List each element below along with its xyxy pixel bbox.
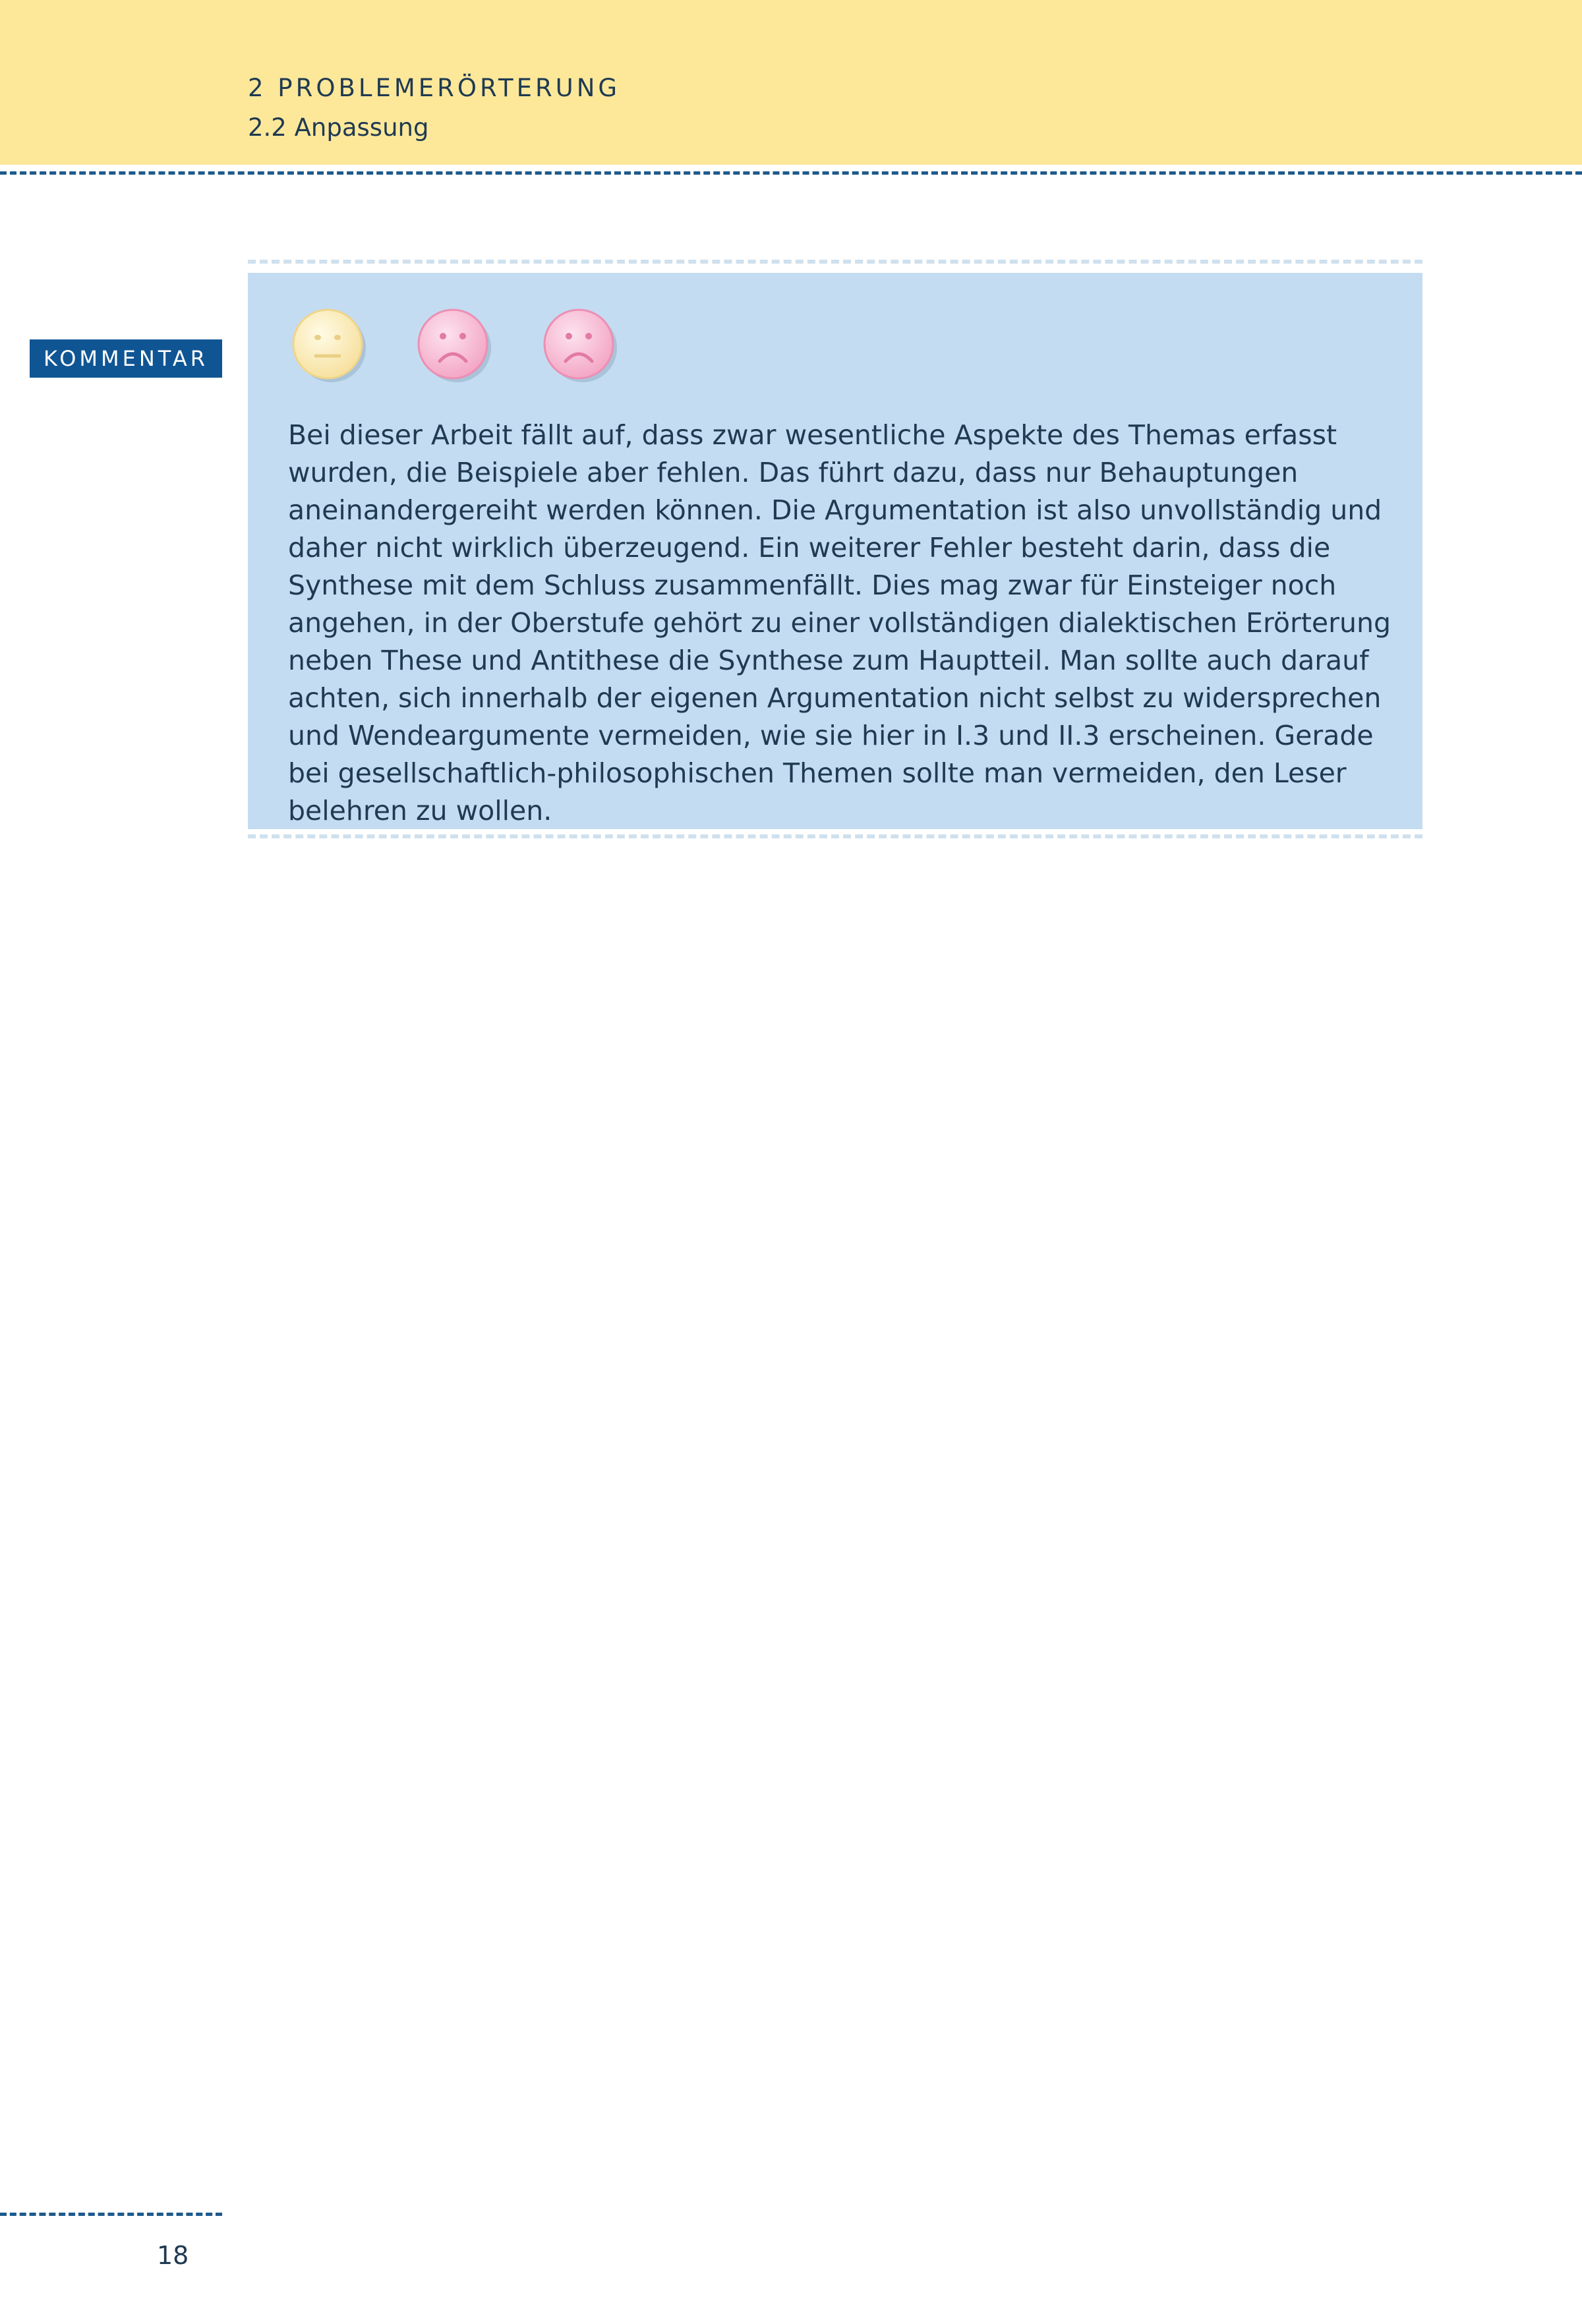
- neutral-face-icon: [288, 305, 367, 384]
- comment-box-top-rule: [248, 260, 1422, 264]
- sad-face-icon: [539, 305, 618, 384]
- sad-face-icon: [413, 305, 492, 384]
- header-dashed-rule: [0, 171, 1582, 175]
- footer-dashed-rule: [0, 2213, 222, 2216]
- comment-text: Bei dieser Arbeit fällt auf, dass zwar wesentliche Aspekte des Themas erfasst wurden, die Beispiele aber fehlen. Das führt dazu, dass nur Behauptungen aneinandergereiht werden können. Die Argumentation ist also unvollständig und daher nicht wirklich überzeugend. Ein weiterer Fehler besteht darin, dass die Synthese mit dem Schluss zusammenfällt. Dies mag zwar für Einsteiger noch angehen, in der Oberstufe gehört zu einer vollständigen dialektischen Erörterung neben These und Antithese die Synthese zum Hauptteil. Man sollte auch darauf achten, sich innerhalb der eigenen Argumentation nicht selbst zu widersprechen und Wendeargumente vermeiden, wie sie hier in I.3 und II.3 erscheinen. Gerade bei gesellschaftlich-philosophischen Themen sollte man vermeiden, den Leser belehren zu wollen.: [288, 419, 1392, 827]
- chapter-title: 2 PROBLEMERÖRTERUNG: [248, 74, 621, 102]
- header-band: [0, 0, 1582, 165]
- comment-label: KOMMENTAR: [30, 339, 222, 378]
- comment-box-bottom-rule: [248, 834, 1422, 838]
- section-title: 2.2 Anpassung: [248, 113, 429, 142]
- page-number: 18: [157, 2241, 189, 2270]
